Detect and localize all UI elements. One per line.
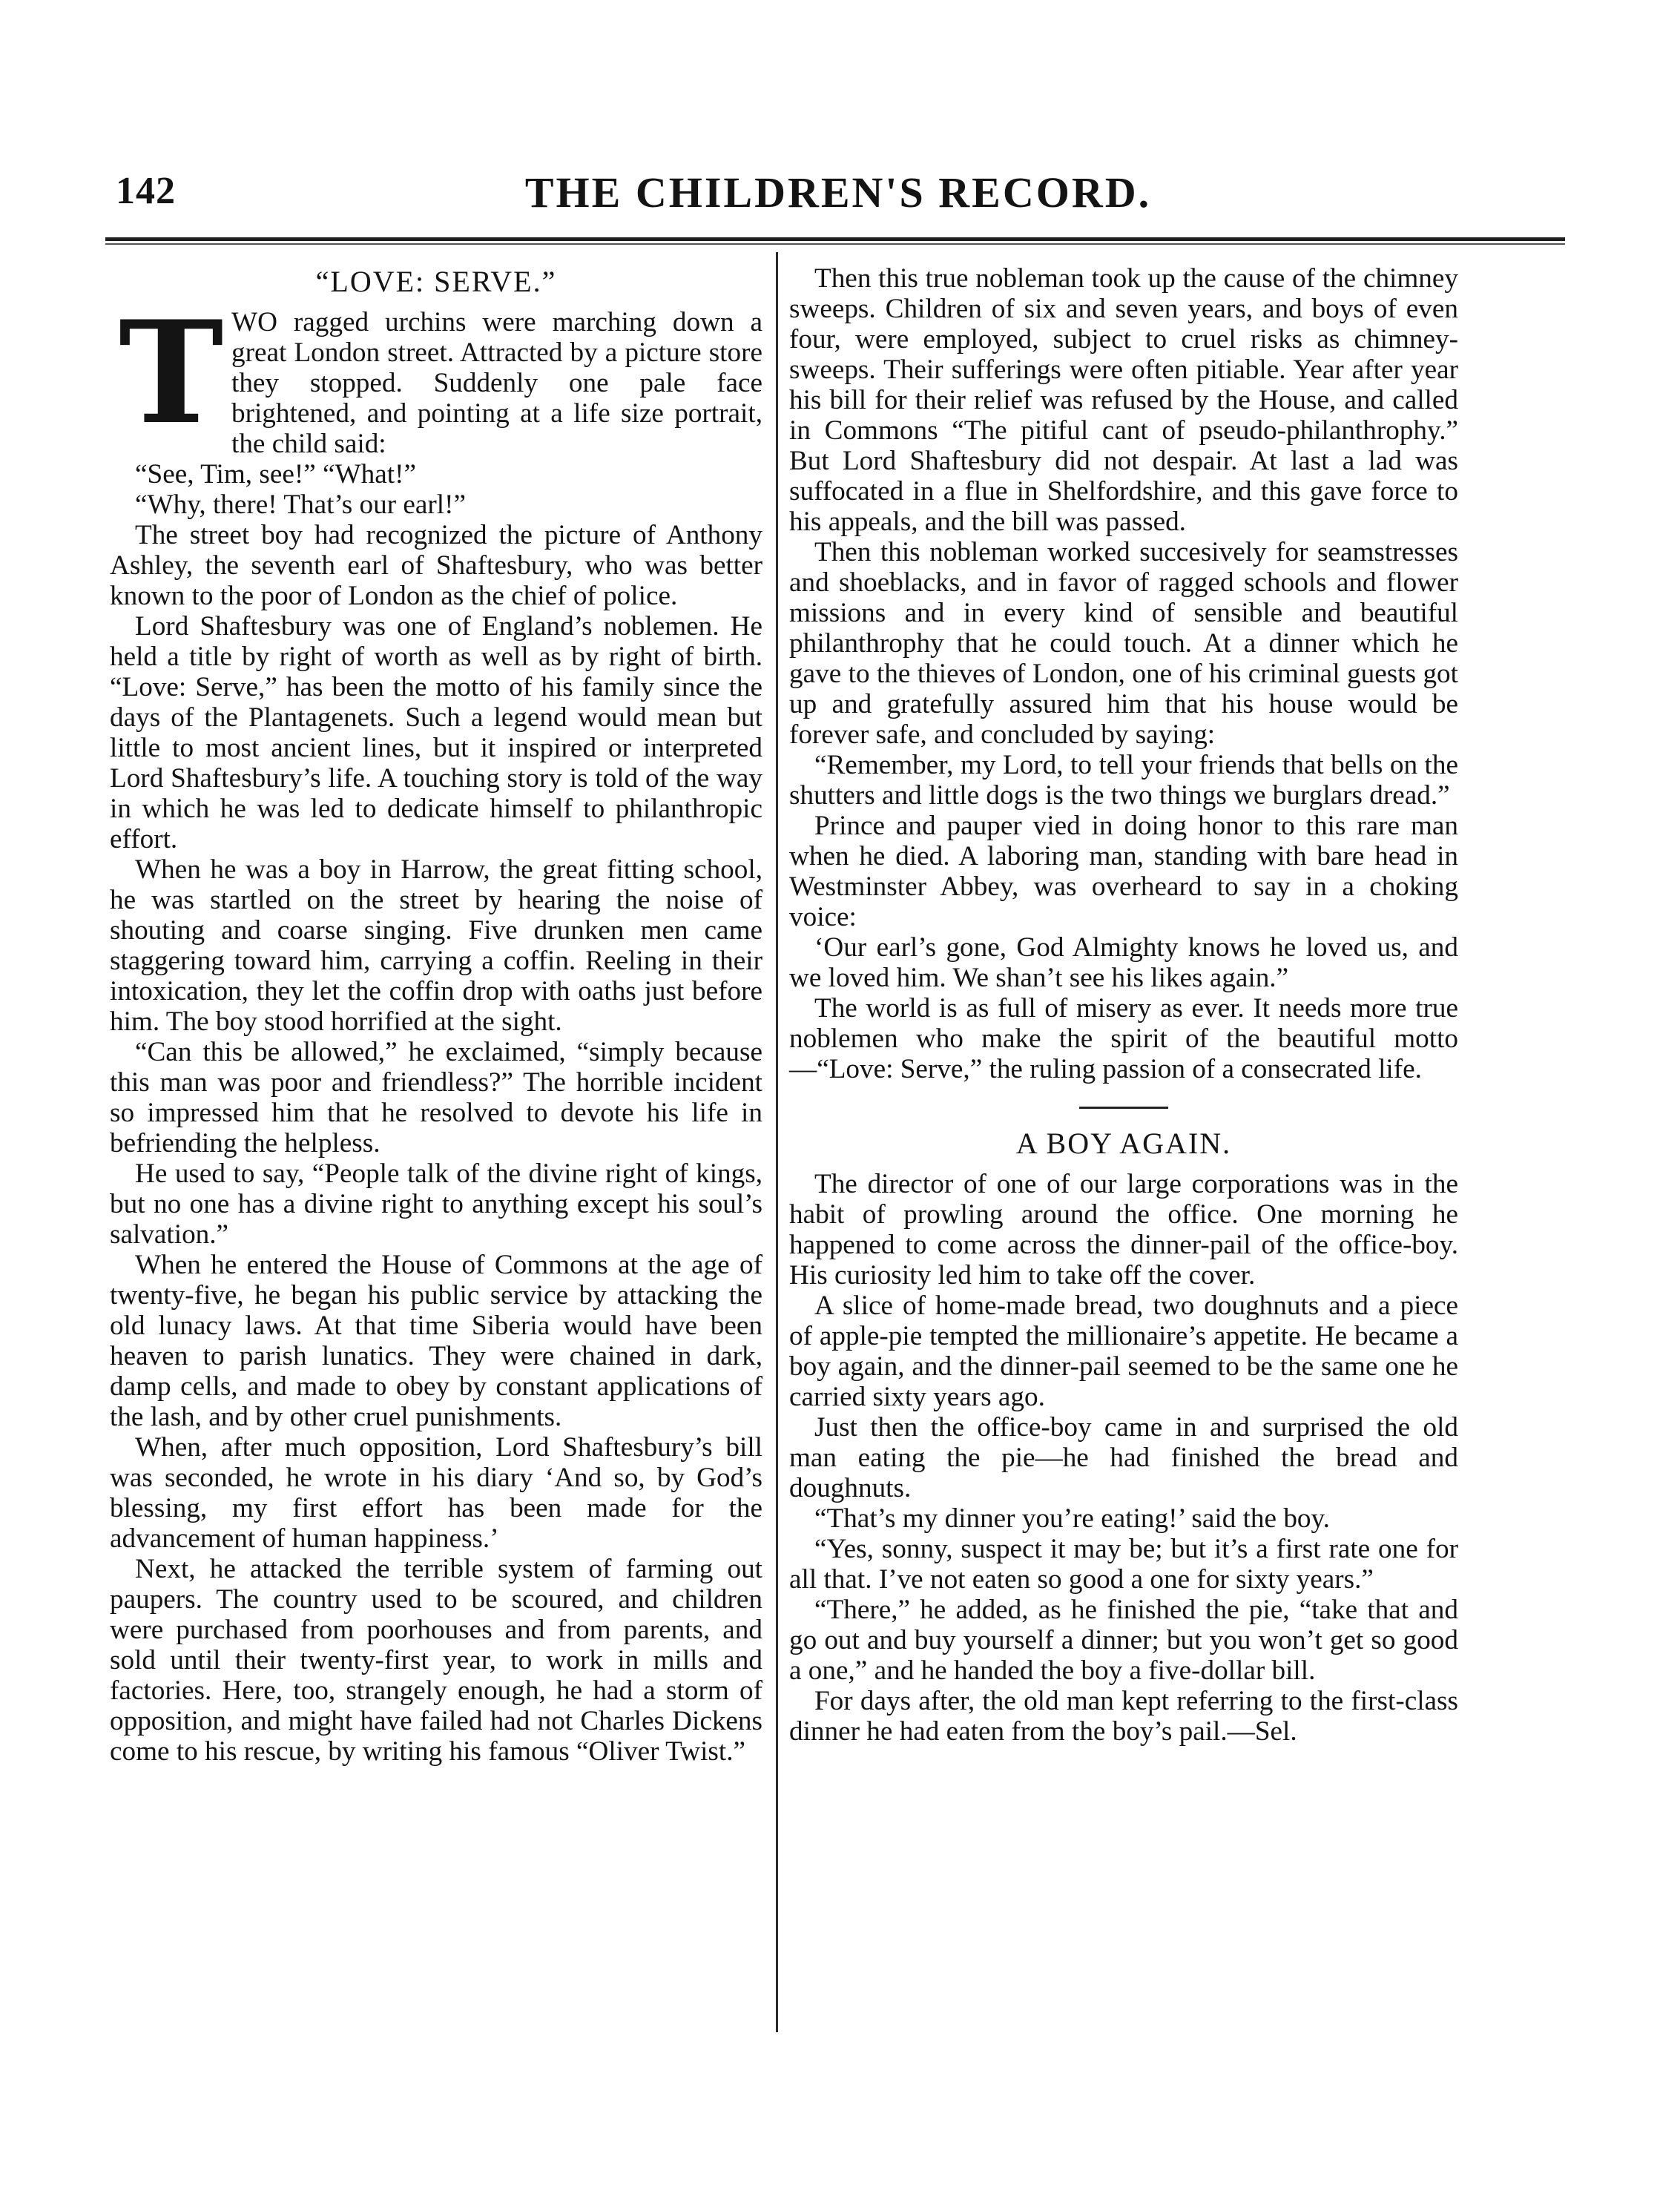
paragraph: When he entered the House of Commons at the age of twenty-five, he began his public service by attacking the old lunacy laws. At that time Siberia would have been heaven to parish lunatics. They were chained in dark, damp cells, and made to obey by constant applications of the lash, and by other cruel punishments. xyxy=(110,1250,762,1432)
right-column xyxy=(789,263,1458,1747)
paragraph: “Can this be allowed,” he exclaimed, “simply because this man was poor and friendless?” The horrible incident so impressed him that he resolved to devote his life in befriending the helpless. xyxy=(110,1037,762,1159)
paragraph: Prince and pauper vied in doing honor to this rare man when he died. A laboring man, standing with bare head in Westminster Abbey, was overheard to say in a choking voice: xyxy=(789,811,1458,932)
paragraph: “That’s my dinner you’re eating!’ said the boy. xyxy=(814,1503,1330,1534)
page-header xyxy=(111,157,1565,224)
paragraph: ‘Our earl’s gone, God Almighty knows he loved us, and we loved him. We shan’t see his likes again.” xyxy=(789,932,1458,993)
page-title: THE CHILDREN'S RECORD. xyxy=(524,168,1152,217)
paragraph: A slice of home-made bread, two doughnuts and a piece of apple-pie tempted the millionaire’s appetite. He became a boy again, and the dinner-pail seemed to be the same one he carried sixty years ago. xyxy=(789,1291,1458,1412)
drop-cap xyxy=(110,290,224,455)
paragraph: Just then the office-boy came in and surprised the old man eating the pie—he had finished the bread and doughnuts. xyxy=(789,1412,1458,1503)
paragraph: For days after, the old man kept referring to the first-class dinner he had eaten from the boy’s pail.—Sel. xyxy=(789,1686,1458,1747)
paragraph: The street boy had recognized the picture of Anthony Ashley, the seventh earl of Shaftesbury, who was better known to the poor of London as the chief of police. xyxy=(110,520,762,611)
paragraph: He used to say, “People talk of the divine right of kings, but no one has a divine right to anything except his soul’s salvation.” xyxy=(110,1159,762,1250)
paragraph: WO ragged urchins were marching down a great London street. Attracted by a picture store they stopped. Suddenly one pale face brightened, and pointing at a life size portrait, the child said: xyxy=(231,307,762,459)
paragraph: “There,” he added, as he finished the pie, “take that and go out and buy yourself a dinner; but you won’t get so good a one,” and he handed the boy a five-dollar bill. xyxy=(789,1595,1458,1686)
paragraph: Then this nobleman worked succesively for seamstresses and shoeblacks, and in favor of ragged schools and flower missions and in every kind of sensible and beautiful philanthrophy that he could touch. At a dinner which he gave to the thieves of London, one of his criminal guests got up and gratefully assured him that his house would be forever safe, and concluded by saying: xyxy=(789,537,1458,750)
header-rule xyxy=(105,237,1565,241)
column-divider xyxy=(776,252,778,2032)
paragraph: “Remember, my Lord, to tell your friends that bells on the shutters and little dogs is the two things we burglars dread.” xyxy=(789,750,1458,811)
paragraph: “Yes, sonny, suspect it may be; but it’s a first rate one for all that. I’ve not eaten so good a one for sixty years.” xyxy=(789,1534,1458,1595)
paragraph: Lord Shaftesbury was one of England’s noblemen. He held a title by right of worth as well as by right of birth. “Love: Serve,” has been the motto of his family since the days of the Plantagenets. Such a legend would mean but little to most ancient lines, but it inspired or interpreted Lord Shaftesbury’s life. A touching story is told of the way in which he was led to dedicate himself to philanthropic effort. xyxy=(110,611,762,854)
section-divider xyxy=(1079,1107,1168,1109)
article-title-love-serve: “LOVE: SERVE.” xyxy=(315,265,557,298)
paragraph: Then this true nobleman took up the cause of the chimney sweeps. Children of six and seven years, and boys of even four, were employed, subject to cruel risks as chimney-sweeps. Their sufferings were often pitiable. Year after year his bill for their relief was refused by the House, and called in Commons “The pitiful cant of pseudo-philanthrophy.” But Lord Shaftesbury did not despair. At last a lad was suffocated in a flue in Shelfordshire, and this gave force to his appeals, and the bill was passed. xyxy=(789,263,1458,537)
header-rule-thin xyxy=(105,243,1565,245)
article-title-a-boy-again: A BOY AGAIN. xyxy=(1015,1127,1232,1160)
drop-cap-letter: T xyxy=(119,290,224,455)
paragraph: The world is as full of misery as ever. It needs more true noblemen who make the spirit of the beautiful motto—“Love: Serve,” the ruling passion of a consecrated life. xyxy=(789,993,1458,1084)
paragraph: When he was a boy in Harrow, the great fitting school, he was startled on the street by hearing the noise of shouting and coarse singing. Five drunken men came staggering toward him, carrying a coffin. Reeling in their intoxication, they let the coffin drop with oaths just before him. The boy stood horrified at the sight. xyxy=(110,854,762,1037)
paragraph: When, after much opposition, Lord Shaftesbury’s bill was seconded, he wrote in his diary ‘And so, by God’s blessing, my first effort has been made for the advancement of human happiness.’ xyxy=(110,1432,762,1554)
paragraph: Next, he attacked the terrible system of farming out paupers. The country used to be scoured, and children were purchased from poorhouses and from parents, and sold until their twenty-first year, to work in mills and factories. Here, too, strangely enough, he had a storm of opposition, and might have failed had not Charles Dickens come to his rescue, by writing his famous “Oliver Twist.” xyxy=(110,1554,762,1767)
page-number: 142 xyxy=(116,170,176,212)
left-column xyxy=(110,263,762,1767)
paragraph: The director of one of our large corporations was in the habit of prowling around the office. One morning he happened to come across the dinner-pail of the office-boy. His curiosity led him to take off the cover. xyxy=(789,1169,1458,1291)
paragraph: “Why, there! That’s our earl!” xyxy=(135,490,467,520)
paragraph: “See, Tim, see!” “What!” xyxy=(135,459,416,490)
